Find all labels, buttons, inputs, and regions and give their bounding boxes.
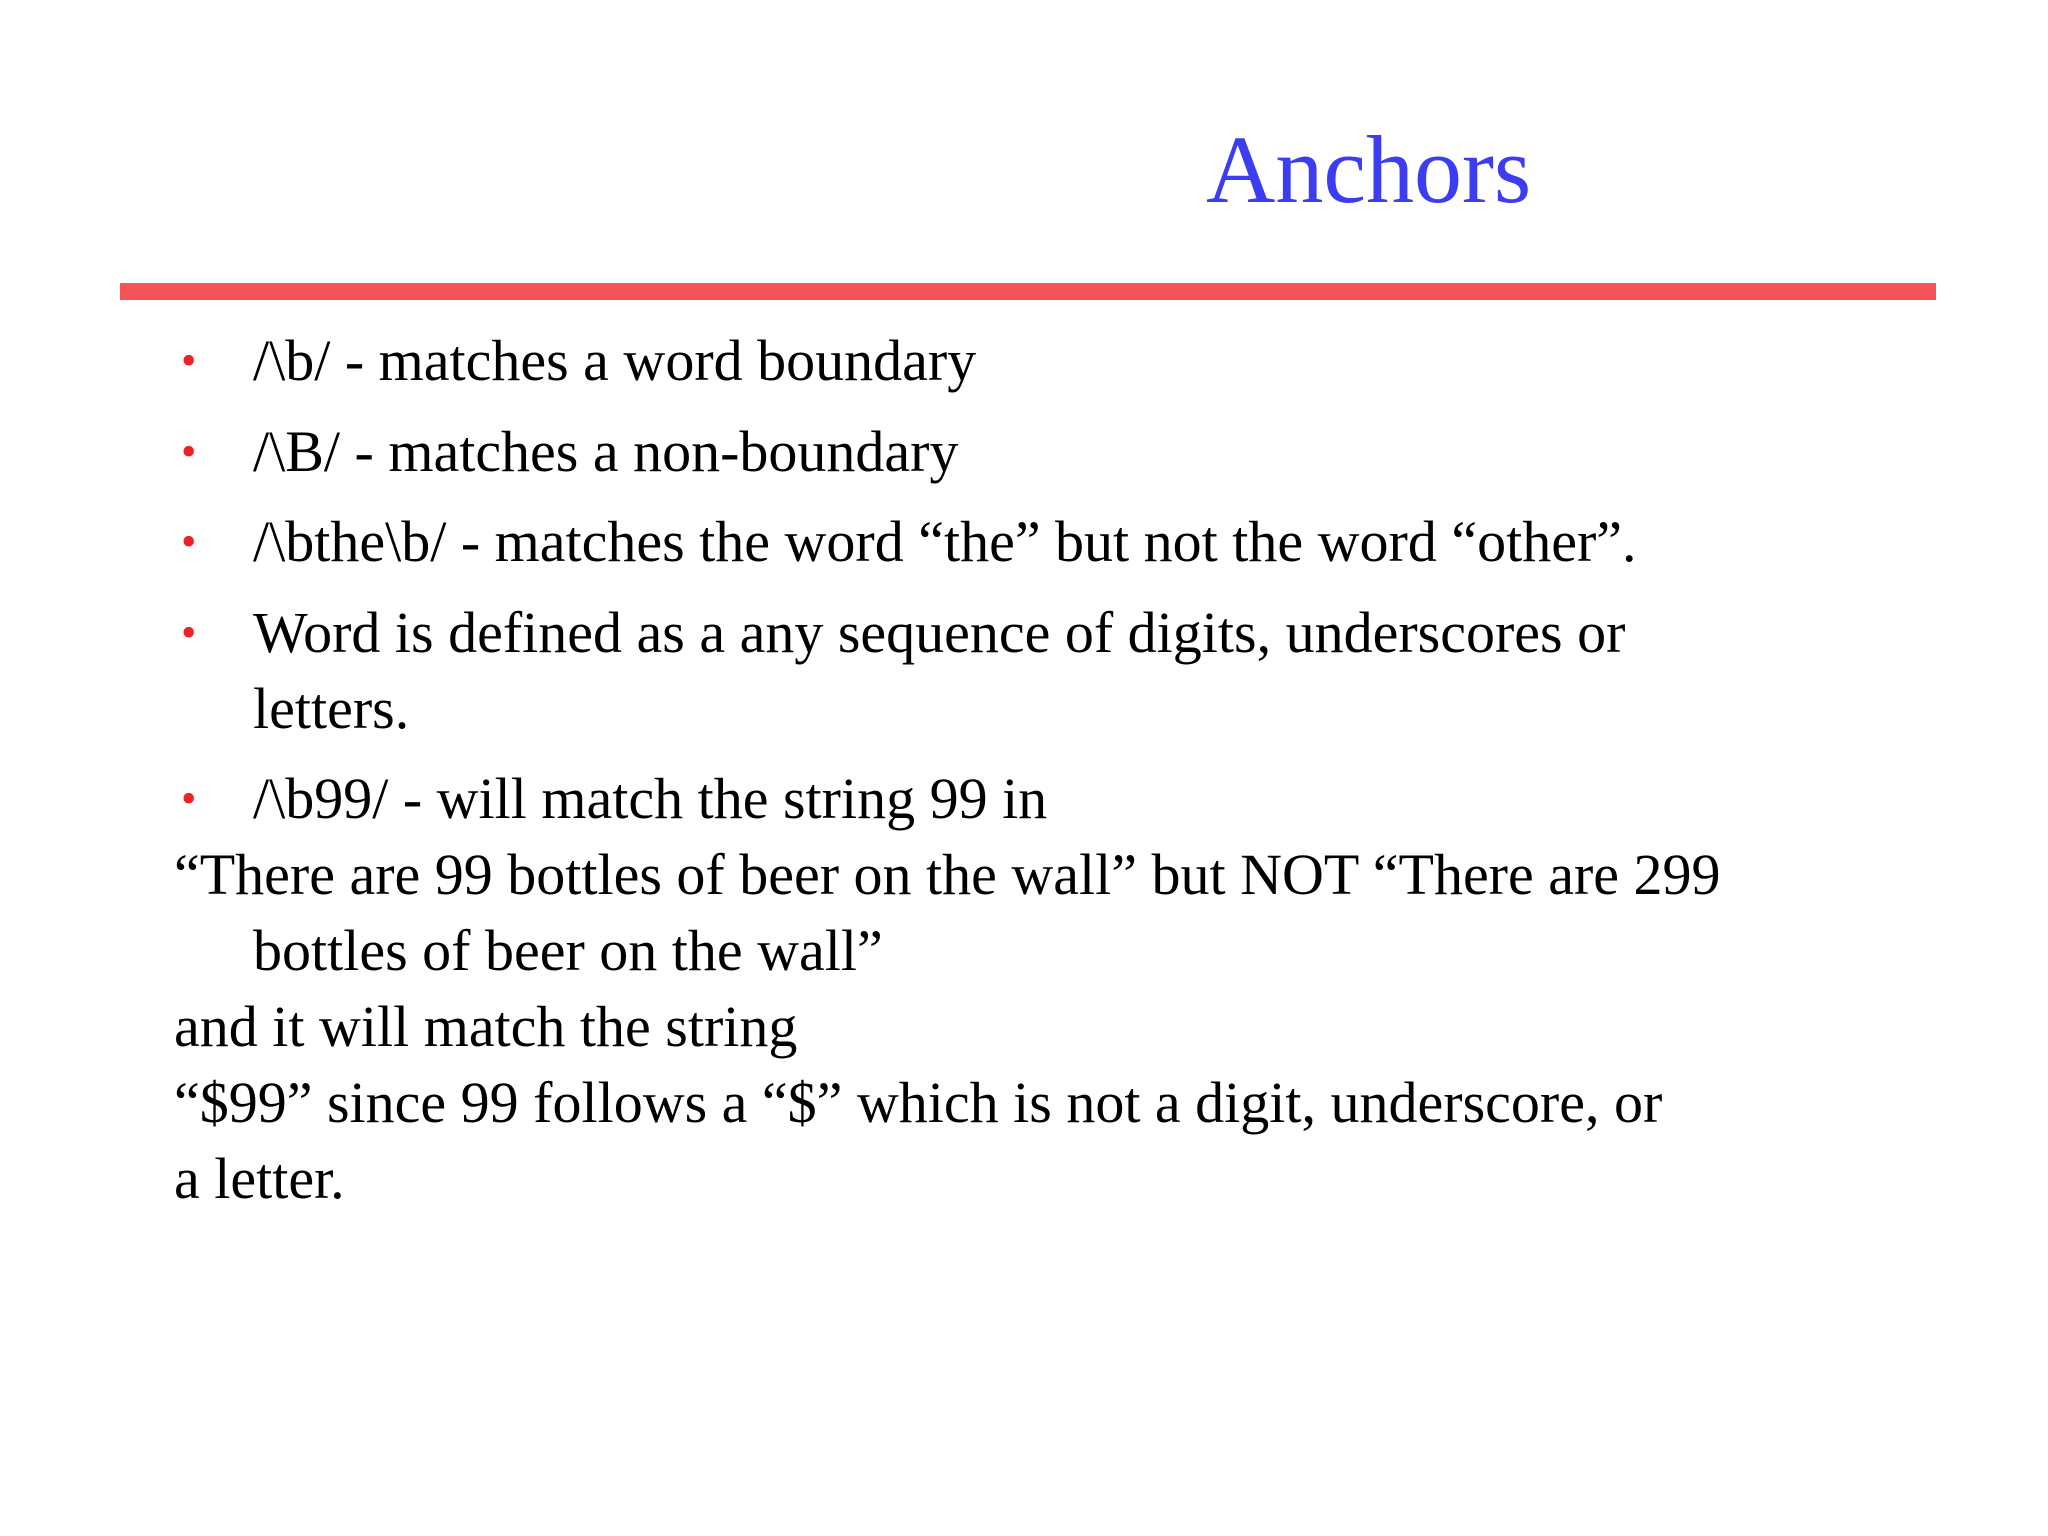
bullet-dot-icon: • <box>181 336 197 385</box>
bullet-text: /\bthe\b/ - matches the word “the” but not the word “other”. <box>253 509 1637 574</box>
body-line: bottles of beer on the wall” <box>253 918 883 983</box>
body-line: and it will match the string <box>174 994 798 1059</box>
title-divider-rule <box>120 283 1936 300</box>
bullet-text: /\b/ - matches a word boundary <box>253 328 977 393</box>
bullet-text-line-1: Word is defined as a any sequence of digits, underscores or <box>253 600 1626 665</box>
body-line: “$99” since 99 follows a “$” which is not a digit, underscore, or <box>174 1070 1663 1135</box>
body-line: a letter. <box>174 1146 345 1211</box>
body-line: “There are 99 bottles of beer on the wall” but NOT “There are 299 <box>174 842 1721 907</box>
bullet-text: /\B/ - matches a non-boundary <box>253 419 959 484</box>
bullet-dot-icon: • <box>181 427 197 476</box>
bullet-dot-icon: • <box>181 608 197 657</box>
bullet-text-line-2: letters. <box>253 676 410 741</box>
bullet-dot-icon: • <box>181 774 197 823</box>
bullet-text: /\b99/ - will match the string 99 in <box>253 766 1048 831</box>
bullet-dot-icon: • <box>181 517 197 566</box>
slide-title: Anchors <box>1206 116 1532 223</box>
